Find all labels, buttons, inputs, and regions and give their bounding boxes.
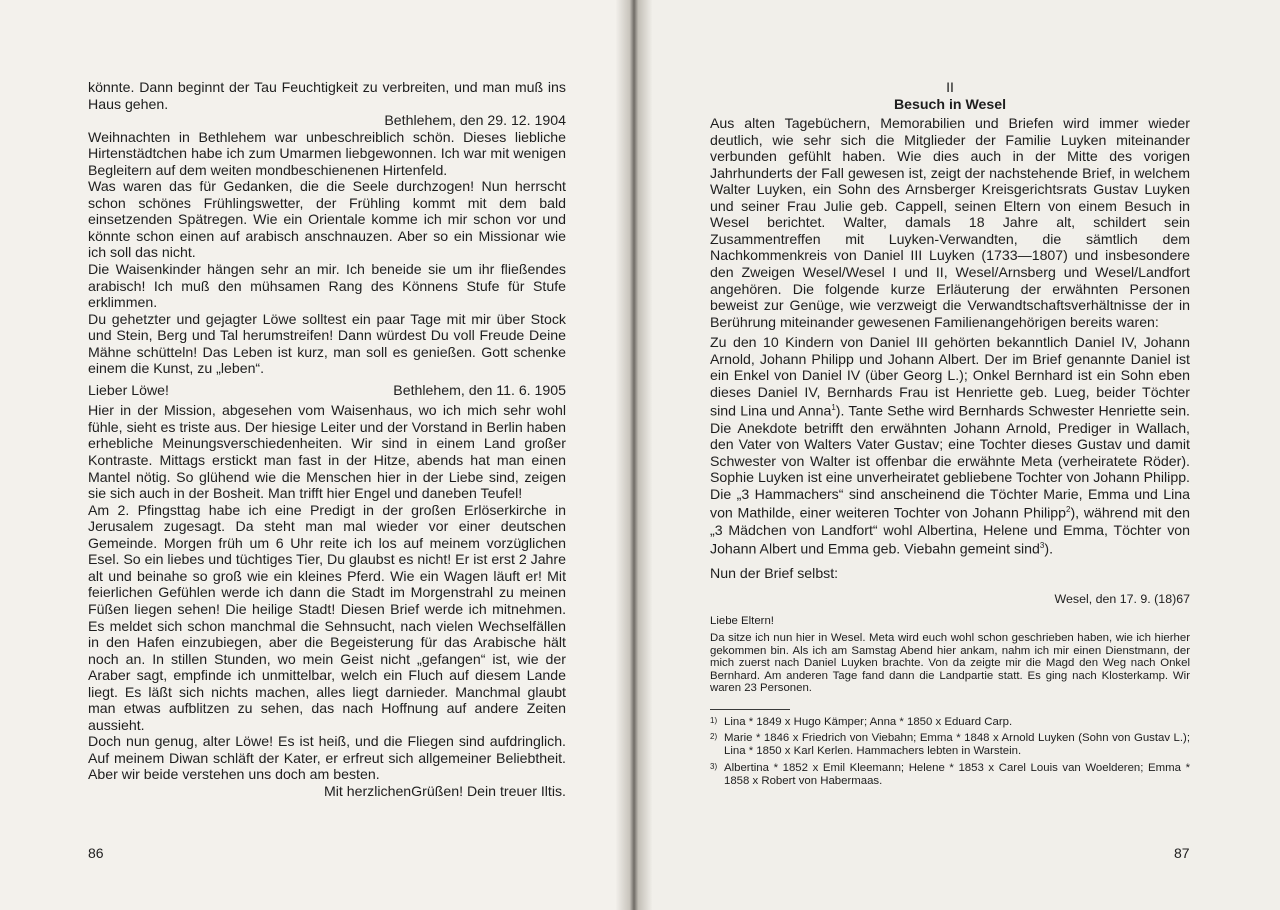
letter-block xyxy=(710,615,1190,695)
right-page-text xyxy=(710,79,1190,792)
paragraph-text: Zu den 10 Kindern von Daniel III gehörten bekanntlich Daniel IV, Johann Arnold, Johann Philipp und Johann Albert. Der im Brief genannte Daniel ist ein Enkel von Daniel IV (über Georg L.); Onkel Bernhard ist ein Sohn eben dieses Daniel IV, Bernhards Frau ist Henriette geb. Lueg, beider Töchter sind Lina und Anna xyxy=(710,334,1190,420)
chapter-number: II xyxy=(946,79,954,95)
paragraph: Weihnachten in Bethlehem war unbeschreiblich schön. Dieses liebliche Hirtenstädtchen habe ich zum Umarmen liebgewonnen. Ich war mit wenigen Begleitern auf dem weiten mondbeschienenen Hirtenfeld. xyxy=(88,128,566,178)
letter-salutation: Liebe Eltern! xyxy=(710,614,774,627)
paragraph-text: ). xyxy=(1044,540,1054,557)
footnote xyxy=(710,732,1190,758)
footnote-ref: 2 xyxy=(1066,505,1071,515)
footnote xyxy=(710,716,1190,729)
closing-signature: Mit herzlichenGrüßen! Dein treuer Iltis. xyxy=(323,782,566,799)
explanation-paragraph xyxy=(710,334,1190,557)
footnote-ref: 3 xyxy=(1039,541,1045,551)
footnote-mark: 2) xyxy=(710,732,718,742)
paragraph: Was waren das für Gedanken, die die Seele durchzogen! Nun herrscht schon schönes Frühlingswetter, der Frühling kommt mit dem bald einsetzenden Spätregen. Wie ein Orientale komme ich mir schon vor und könnte schon einen auf arabisch anschnauzen. Aber so ein Missionar wie ich soll das nicht. xyxy=(88,178,566,261)
paragraph-text: ). Tante Sethe wird Bernhards Schwester Henriette sein. Die Anekdote betrifft den erwähnten Johann Arnold, Prediger in Wallach, den Vater von Walters Vater Gustav; eine Tochter dieses Gustav und damit Schwester von Walter ist offenbar die erwähnte Meta (verheiratete Röder). Sophie Luyken ist eine unverheiratet gebliebene Tochter von Johann Philipp. Die „3 Hammachers“ sind anscheinend die Töchter Marie, Emma und Lina von Mathilde, einer weiteren Tochter von Johann Philipp xyxy=(710,403,1190,522)
paragraph: Die Waisenkinder hängen sehr an mir. Ich beneide sie um ihr fließendes arabisch! Ich muß den mühsamen Rang des Könnens Stufe für Stufe erklimmen. xyxy=(88,261,566,311)
footnote-text: Marie * 1846 x Friedrich von Viebahn; Emma * 1848 x Arnold Luyken (Sohn von Gustav L.); Lina * 1850 x Karl Kerlen. Hammachers lebten in Warstein. xyxy=(724,732,1190,758)
footnote-divider xyxy=(710,709,790,710)
paragraph-text: ), während mit den „3 Mädchen von Landfort“ wohl Albertina, Helene und Emma, Töchter von Johann Albert und Emma geb. Viebahn gemeint sind xyxy=(710,505,1191,557)
footnote-ref: 1 xyxy=(831,403,836,413)
paragraph: Doch nun genug, alter Löwe! Es ist heiß, und die Fliegen sind aufdringlich. Auf meinem Diwan schläft der Kater, er erfreut sich allgemeiner Beliebtheit. Aber wir beide verstehen uns doch am besten. xyxy=(88,733,566,783)
paragraph: Hier in der Mission, abgesehen vom Waisenhaus, wo ich mich sehr wohl fühle, sieht es triste aus. Der hiesige Leiter und der Vorstand in Berlin haben erhebliche Meinungsverschiedenheiten. Wir sind in einem Land großer Kontraste. Mittags erstickt man fast in der Hitze, abends hat man einen Mantel nötig. So glühend wie die Menschen hier in der Liebe sind, zeigen sie sich auch in der Bosheit. Man trifft hier Engel und daneben Teufel! xyxy=(88,402,566,502)
chapter-title: Besuch in Wesel xyxy=(893,95,1007,112)
left-page-text xyxy=(88,79,566,800)
footnote-text: Lina * 1849 x Hugo Kämper; Anna * 1850 x Eduard Carp. xyxy=(724,715,1013,728)
paragraph: Du gehetzter und gejagter Löwe solltest ein paar Tage mit mir über Stock und Stein, Berg und Tal herumstreifen! Dann würdest Du voll Freude Deine Mähne schütteln! Das Leben ist kurz, man soll es genießen. Gott schenke einem die Kunst, zu „leben“. xyxy=(88,310,566,377)
page-number-left: 86 xyxy=(88,845,104,861)
salutation: Lieber Löwe! xyxy=(88,381,169,398)
footnote-mark: 1) xyxy=(710,715,718,725)
footnote-text: Albertina * 1852 x Emil Kleemann; Helene * 1853 x Carel Louis van Woelderen; Emma * 1858 x Robert von Habermaas. xyxy=(724,761,1190,787)
page-number-right: 87 xyxy=(1174,845,1190,861)
letter-header xyxy=(88,382,566,399)
letter-dateline: Wesel, den 17. 9. (18)67 xyxy=(1054,592,1190,607)
paragraph: Nun der Brief selbst: xyxy=(710,565,839,582)
dateline: Bethlehem, den 29. 12. 1904 xyxy=(384,112,566,129)
opening-paragraph: könnte. Dann beginnt der Tau Feuchtigkeit zu verbreiten, und man muß ins Haus gehen. xyxy=(88,79,566,112)
footnote xyxy=(710,762,1190,788)
intro-paragraph: Aus alten Tagebüchern, Memorabilien und Briefen wird immer wieder deutlich, wie sehr sich die Mitglieder der Familie Luyken miteinander verbunden gefühlt haben. Wie dies auch in der Mitte des vorigen Jahrhunderts der Fall gewesen ist, zeigt der nachstehende Brief, in welchem Walter Luyken, ein Sohn des Arnsberger Kreisgerichtsrats Gustav Luyken und seiner Frau Julie geb. Cappell, seinen Eltern von einem Besuch in Wesel berichtet. Walter, damals 18 Jahre alt, schildert sein Zusammentreffen mit Luyken-Verwandten, die sämtlich dem Nachkommenkreis von Daniel III Luyken (1733—1807) und insbesondere den Zweigen Wesel/Wesel I und II, Wesel/Arnsberg und Wesel/Landfort angehören. Die folgende kurze Erläuterung der erwähnten Personen beweist zur Genüge, wie verzweigt die Verwandtschaftsverhältnisse der in Berührung miteinander gewesenen Familienangehörigen bereits waren: xyxy=(710,115,1190,330)
book-gutter xyxy=(616,0,652,910)
dateline: Bethlehem, den 11. 6. 1905 xyxy=(393,381,566,398)
footnote-mark: 3) xyxy=(710,761,718,771)
paragraph: Am 2. Pfingsttag habe ich eine Predigt in der großen Erlöserkirche in Jerusalem zugesagt. Da steht man mal wieder vor einer deutschen Gemeinde. Morgen früh um 6 Uhr reite ich los auf meinem vorzüglichen Esel. So ein liebes und tüchtiges Tier, Du glaubst es nicht! Er ist erst 2 Jahre alt und beinahe so groß wie ein kleines Pferd. Wie ein Wagen läuft er! Mit feierlichen Gefühlen werde ich dann die Stadt im Morgenstrahl zu meinen Füßen liegen sehen! Die heilige Stadt! Diesen Brief werde ich mitnehmen. Es meldet sich schon manchmal die Sehnsucht, nach vielen Wechselfällen in den Hafen einzubiegen, aber die Begeisterung für das Arabische hält noch an. In stillen Stunden, wo mein Geist nicht „gefangen“ ist, wie der Araber sagt, empfinde ich unmittelbar, welch ein Fluch auf diesem Lande liegt. Es läßt sich nichts machen, alles liegt darnieder. Manchmal glaubt man etwas aufblitzen zu sehen, das nach Hoffnung auf andere Zeiten aussieht. xyxy=(88,501,566,733)
letter-body: Da sitze ich nun hier in Wesel. Meta wird euch wohl schon geschrieben haben, wie ich hierher gekommen bin. Als ich am Samstag Abend hier ankam, nahm ich mir einen Dienstmann, der mich zuerst nach Daniel Luyken brachte. Von da zeigte mir die Magd den Weg nach Onkel Bernhard. Am anderen Tage fand dann die Landpartie statt. Es ging nach Klosterkamp. Wir waren 23 Personen. xyxy=(710,632,1190,695)
